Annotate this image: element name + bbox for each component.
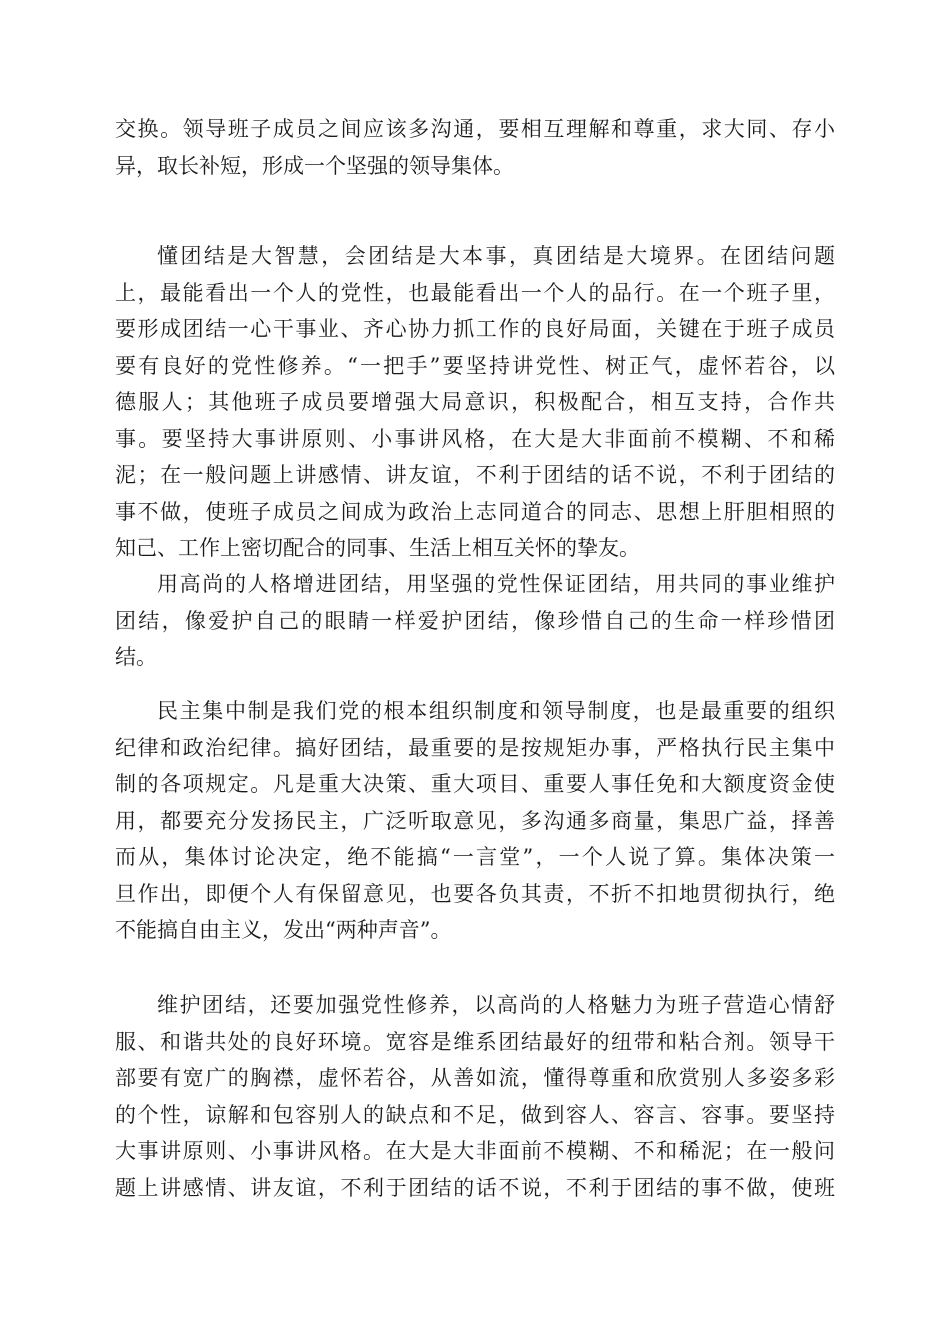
paragraph-line: 泥；在一般问题上讲感情、讲友谊，不利于团结的话不说，不利于团结的 — [115, 463, 835, 487]
paragraph-line: 事不做，使班子成员之间成为政治上志同道合的同志、思想上肝胆相照的 — [115, 499, 835, 524]
paragraph-line: 的个性，谅解和包容别人的缺点和不足，做到容人、容言、容事。要坚持 — [115, 1102, 835, 1127]
paragraph-line: 结。 — [115, 645, 157, 669]
paragraph-line: 大事讲原则、小事讲风格。在大是大非面前不模糊、不和稀泥；在一般问 — [115, 1139, 835, 1163]
paragraph-line: 用，都要充分发扬民主，广泛听取意见，多沟通多商量，集思广益，择善 — [115, 808, 835, 833]
paragraph-line: 制的各项规定。凡是重大决策、重大项目、重要人事任免和大额度资金使 — [115, 772, 835, 796]
paragraph-line: 异，取长补短，形成一个坚强的领导集体。 — [115, 153, 514, 178]
paragraph-line: 要有良好的党性修养。“一把手”要坚持讲党性、树正气，虚怀若谷，以 — [115, 353, 835, 378]
paragraph-line: 懂团结是大智慧，会团结是大本事，真团结是大境界。在团结问题 — [157, 244, 835, 268]
paragraph-2 — [115, 238, 835, 567]
paragraph-line: 题上讲感情、讲友谊，不利于团结的话不说，不利于团结的事不做，使班 — [115, 1175, 835, 1200]
paragraph-line: 而从，集体讨论决定，绝不能搞“一言堂”，一个人说了算。集体决策一 — [115, 845, 835, 869]
paragraph-1 — [115, 111, 835, 184]
paragraph-line: 知己、工作上密切配合的同事、生活上相互关怀的挚友。 — [115, 536, 640, 560]
paragraph-line: 上，最能看出一个人的党性，也最能看出一个人的品行。在一个班子里， — [115, 280, 835, 305]
paragraph-5 — [115, 987, 835, 1206]
paragraph-line: 团结，像爱护自己的眼睛一样爱护团结，像珍惜自己的生命一样珍惜团 — [115, 608, 835, 633]
paragraph-line: 纪律和政治纪律。搞好团结，最重要的是按规矩办事，严格执行民主集中 — [115, 735, 835, 760]
paragraph-line: 要形成团结一心干事业、齐心协力抓工作的良好局面，关键在于班子成员 — [115, 317, 835, 341]
paragraph-line: 事。要坚持大事讲原则、小事讲风格，在大是大非面前不模糊、不和稀 — [115, 426, 835, 451]
paragraph-line: 交换。领导班子成员之间应该多沟通，要相互理解和尊重，求大同、存小 — [115, 117, 835, 141]
paragraph-line: 用高尚的人格增进团结，用坚强的党性保证团结，用共同的事业维护 — [157, 572, 835, 596]
paragraph-line: 服、和谐共处的良好环境。宽容是维系团结最好的纽带和粘合剂。领导干 — [115, 1029, 835, 1054]
paragraph-line: 旦作出，即便个人有保留意见，也要各负其责，不折不扣地贯彻执行，绝 — [115, 881, 835, 906]
paragraph-line: 部要有宽广的胸襟，虚怀若谷，从善如流，懂得尊重和欣赏别人多姿多彩 — [115, 1066, 835, 1090]
paragraph-line: 民主集中制是我们党的根本组织制度和领导制度，也是最重要的组织 — [157, 699, 835, 723]
paragraph-line: 维护团结，还要加强党性修养，以高尚的人格魅力为班子营造心情舒 — [157, 993, 835, 1017]
paragraph-4 — [115, 693, 835, 949]
paragraph-3 — [115, 566, 835, 676]
paragraph-line: 不能搞自由主义，发出“两种声音”。 — [115, 918, 452, 942]
paragraph-line: 德服人；其他班子成员要增强大局意识，积极配合，相互支持，合作共 — [115, 390, 835, 414]
